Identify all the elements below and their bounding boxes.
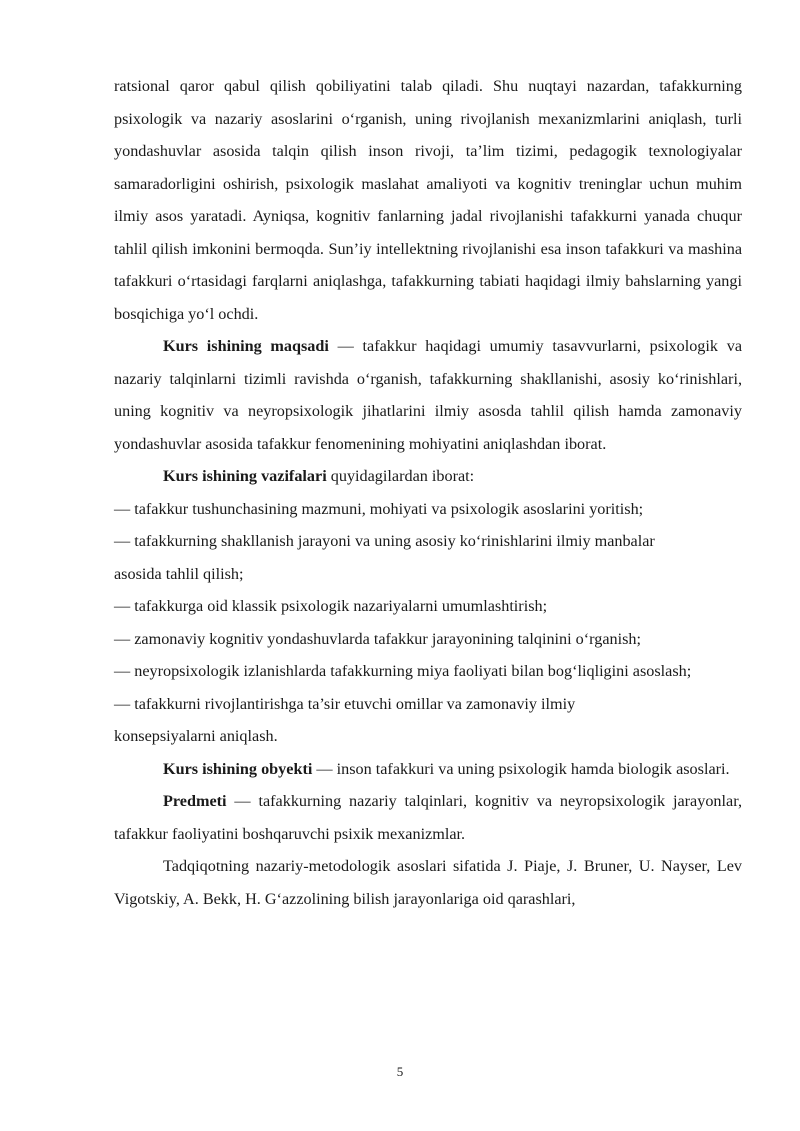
goal-paragraph bbox=[114, 330, 742, 460]
task-item-2: — tafakkurning shakllanish jarayoni va uning asosiy ko‘rinishlarini ilmiy manbalar asosida tahlil qilish; bbox=[114, 532, 655, 583]
methodology-paragraph: Tadqiqotning nazariy-metodologik asoslari sifatida J. Piaje, J. Bruner, U. Nayser, Lev Vigotskiy, A. Bekk, H. G‘azzolining bilish jarayonlariga oid qarashlari, bbox=[114, 857, 742, 908]
tasks-list bbox=[114, 493, 742, 753]
object-paragraph bbox=[114, 753, 742, 786]
subject-text: — tafakkurning nazariy talqinlari, kognitiv va neyropsixologik jarayonlar, tafakkur faoliyatini boshqaruvchi psixik mexanizmlar. bbox=[114, 792, 742, 843]
task-item-4: — zamonaviy kognitiv yondashuvlarda tafakkur jarayonining talqinini o‘rganish; bbox=[114, 629, 642, 648]
goal-label: Kurs ishining maqsadi bbox=[163, 337, 329, 355]
object-label: Kurs ishining obyekti bbox=[163, 759, 313, 778]
page-number: 5 bbox=[396, 1064, 404, 1079]
document-page bbox=[114, 70, 742, 915]
goal-text: — tafakkur haqidagi umumiy tasavvurlarni, psixologik va nazariy talqinlarni tizimli ravishda o‘rganish, tafakkurning shakllanishi, asosiy ko‘rinishlari, uning kognitiv va neyropsixologik jihatlarini ilmiy asosda tahlil qilish hamda zamonaviy yondashuvlar asosida tafakkur fenomenining mohiyatini aniqlashdan iborat. bbox=[114, 337, 742, 453]
tasks-label: Kurs ishining vazifalari bbox=[163, 467, 327, 485]
task-item-5: — neyropsixologik izlanishlarda tafakkurning miya faoliyati bilan bog‘liqligini asoslash; bbox=[114, 662, 692, 680]
intro-paragraph: ratsional qaror qabul qilish qobiliyatini talab qiladi. Shu nuqtayi nazardan, tafakkurning psixologik va nazariy asoslarini o‘rganish, uning rivojlanish mexanizmlarini aniqlash, turli yondashuvlar asosida talqin qilish inson rivoji, ta’lim tizimi, pedagogik texnologiyalar samaradorligini oshirish, psixologik maslahat amaliyoti va kognitiv treninglar uchun muhim ilmiy asos yaratadi. Ayniqsa, kognitiv fanlarning jadal rivojlanishi tafakkurni yanada chuqur tahlil qilish imkonini bermoqda. Sun’iy intellektning rivojlanishi esa inson tafakkuri va mashina tafakkuri o‘rtasidagi farqlarni aniqlashga, tafakkurning tabiati haqidagi ilmiy bahslarning yangi bosqichiga yo‘l ochdi. bbox=[114, 77, 742, 323]
subject-label: Predmeti bbox=[163, 792, 227, 810]
subject-paragraph bbox=[114, 785, 742, 850]
task-item-1: — tafakkur tushunchasining mazmuni, mohiyati va psixologik asoslarini yoritish; bbox=[114, 499, 644, 518]
tasks-paragraph bbox=[114, 460, 742, 493]
task-item-6: — tafakkurni rivojlantirishga ta’sir etuvchi omillar va zamonaviy ilmiy konsepsiyalarni aniqlash. bbox=[114, 694, 576, 745]
task-item-3: — tafakkurga oid klassik psixologik nazariyalarni umumlashtirish; bbox=[114, 597, 548, 615]
object-text: — inson tafakkuri va uning psixologik hamda biologik asoslari. bbox=[312, 759, 730, 778]
tasks-text: quyidagilardan iborat: bbox=[326, 467, 475, 485]
